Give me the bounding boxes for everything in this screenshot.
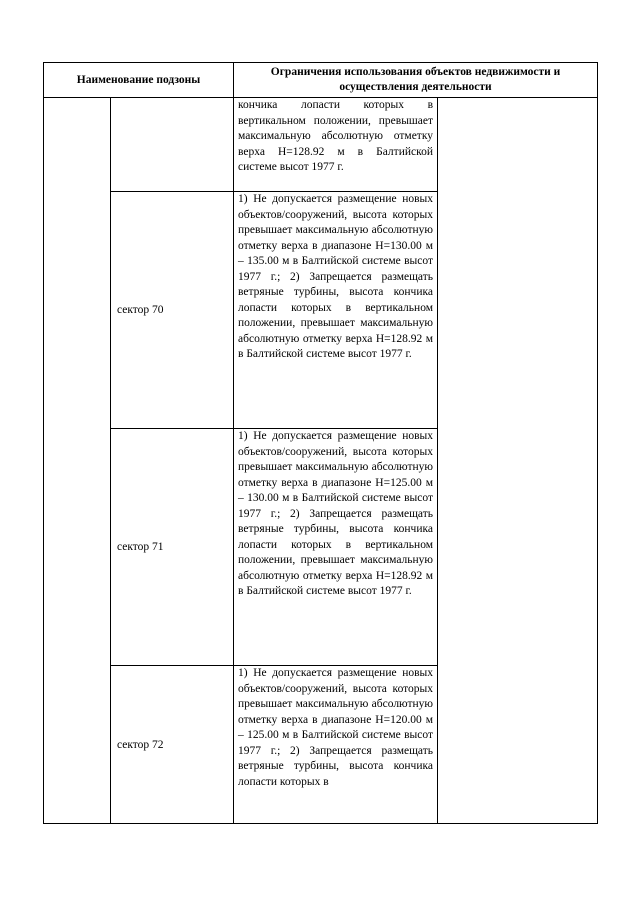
restrictions-table (43, 62, 598, 824)
sector-label (111, 98, 234, 192)
restriction-text: кончика лопасти которых в вертикальном положении, превышает максимальную абсолютную отметку верха Н=128.92 м в Балтийской системе высот 1977 г. (234, 98, 438, 192)
merged-empty-cell (438, 98, 598, 824)
restriction-text: 1) Не допускается размещение новых объектов/сооружений, высота которых превышает максимальную абсолютную отметку верха в диапазоне Н=125.00 м – 130.00 м в Балтийской системе высот 1977 г.; 2) Запрещается размещать ветряные турбины, высота кончика лопасти которых в вертикальном положении, превышает максимальную абсолютную отметку верха Н=128.92 м в Балтийской системе высот 1977 г. (234, 429, 438, 666)
header-subzone-name: Наименование подзоны (44, 63, 234, 98)
restriction-text: 1) Не допускается размещение новых объектов/сооружений, высота которых превышает максимальную абсолютную отметку верха в диапазоне Н=120.00 м – 125.00 м в Балтийской системе высот 1977 г.; 2) Запрещается размещать ветряные турбины, высота кончика лопасти которых в (234, 666, 438, 824)
table-row (44, 98, 598, 192)
restriction-text: 1) Не допускается размещение новых объектов/сооружений, высота которых превышает максимальную абсолютную отметку верха в диапазоне Н=130.00 м – 135.00 м в Балтийской системе высот 1977 г.; 2) Запрещается размещать ветряные турбины, высота кончика лопасти которых в вертикальном положении, превышает максимальную абсолютную отметку верха Н=128.92 м в Балтийской системе высот 1977 г. (234, 192, 438, 429)
sector-label: сектор 72 (111, 666, 234, 824)
table-header-row (44, 63, 598, 98)
sector-label: сектор 71 (111, 429, 234, 666)
sector-label: сектор 70 (111, 192, 234, 429)
header-restrictions (234, 63, 598, 98)
header-restrictions-line2: осуществления деятельности (339, 81, 492, 93)
header-restrictions-line1: Ограничения использования объектов недвижимости и (270, 66, 561, 78)
merged-blank-cell (44, 98, 111, 824)
